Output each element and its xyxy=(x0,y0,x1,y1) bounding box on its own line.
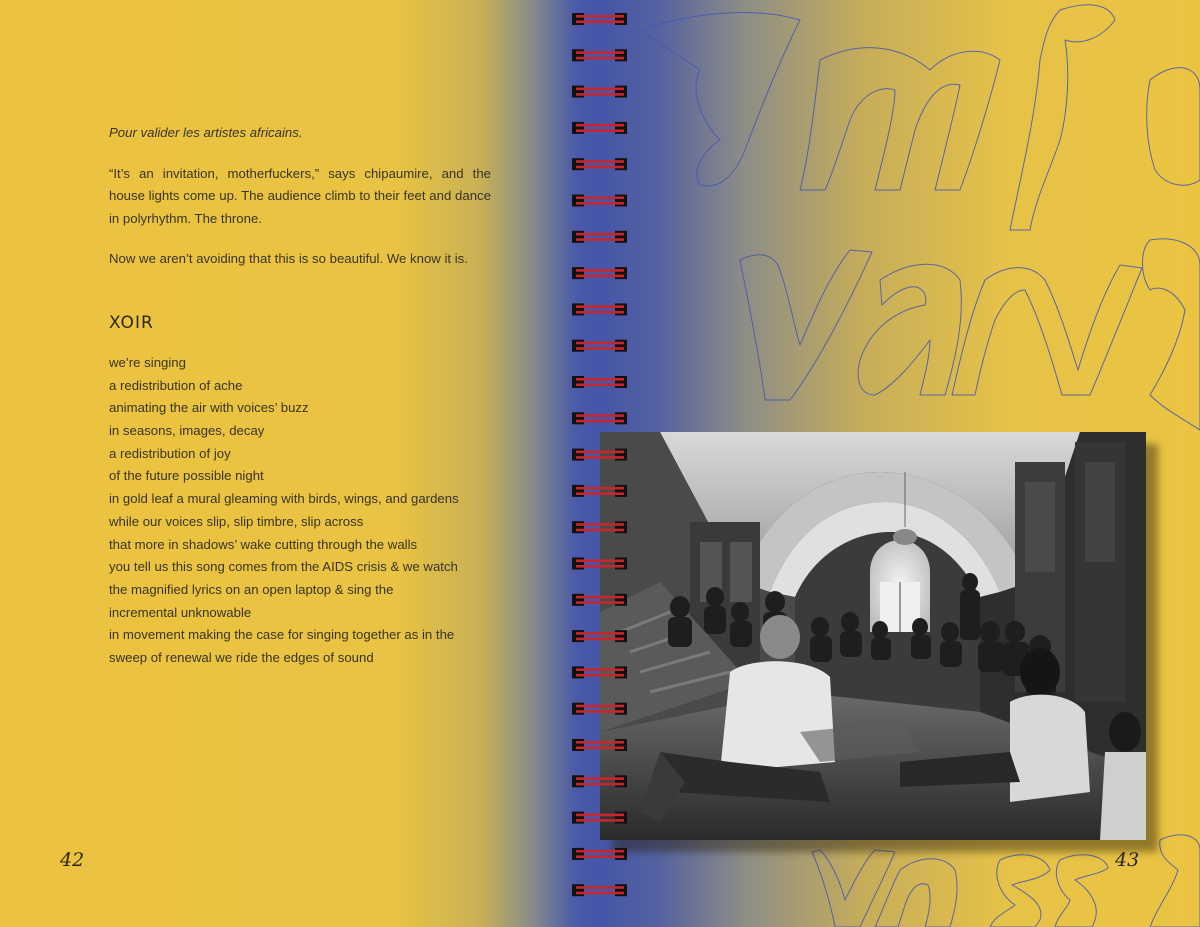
section-title: XOIR xyxy=(109,313,154,333)
binding-ring xyxy=(572,558,627,570)
binding-ring xyxy=(572,739,627,751)
poem-line: of the future possible night xyxy=(109,468,264,484)
poem-line: that more in shadows’ wake cutting through the walls xyxy=(109,536,418,552)
binding-ring xyxy=(572,594,627,606)
binding-ring xyxy=(572,485,627,497)
poem-line: a redistribution of joy xyxy=(109,445,231,461)
poem-line: you tell us this song comes from the AIDS crisis & we watch xyxy=(109,559,458,575)
poem-line: the magnified lyrics on an open laptop & sing the xyxy=(109,581,394,597)
intro-paragraph: Pour valider les artistes africains. xyxy=(109,125,303,140)
intro-paragraph: “It’s an invitation, motherfuckers,” says chipaumire, and the house lights come up. The audience climb to their feet and dance in polyrhythm. The throne. xyxy=(109,165,491,226)
binding-ring xyxy=(572,86,627,98)
binding-ring xyxy=(572,158,627,170)
binding-ring xyxy=(572,703,627,715)
binding-ring xyxy=(572,231,627,243)
binding-ring xyxy=(572,122,627,134)
binding-ring xyxy=(572,195,627,207)
poem-line: sweep of renewal we ride the edges of sound xyxy=(109,649,374,665)
binding-ring xyxy=(572,848,627,860)
poem-line: incremental unknowable xyxy=(109,604,252,620)
binding-ring xyxy=(572,449,627,461)
binding-ring xyxy=(572,49,627,61)
binding-ring xyxy=(572,630,627,642)
binding-ring xyxy=(572,303,627,315)
poem-line: animating the air with voices’ buzz xyxy=(109,400,309,416)
binding-ring xyxy=(572,812,627,824)
poem-line: in seasons, images, decay xyxy=(109,423,265,439)
intro-paragraph: Now we aren’t avoiding that this is so beautiful. We know it is. xyxy=(109,251,468,267)
page-number-left: 42 xyxy=(60,849,85,871)
binding-ring xyxy=(572,13,627,25)
poem-line: in movement making the case for singing together as in the xyxy=(109,627,455,643)
poem-line: while our voices slip, slip timbre, slip across xyxy=(109,513,364,529)
binding-ring xyxy=(572,412,627,424)
binding-ring xyxy=(572,666,627,678)
binding-ring xyxy=(572,884,627,896)
binding-ring xyxy=(572,376,627,388)
page-number-right: 43 xyxy=(1115,849,1140,871)
binding-ring xyxy=(572,267,627,279)
binding-ring xyxy=(572,775,627,787)
binding-ring xyxy=(572,521,627,533)
poem-line: we’re singing xyxy=(109,355,186,370)
poem-line: a redistribution of ache xyxy=(109,377,243,393)
binding-ring xyxy=(572,340,627,352)
poem-line: in gold leaf a mural gleaming with birds, wings, and gardens xyxy=(109,491,459,507)
